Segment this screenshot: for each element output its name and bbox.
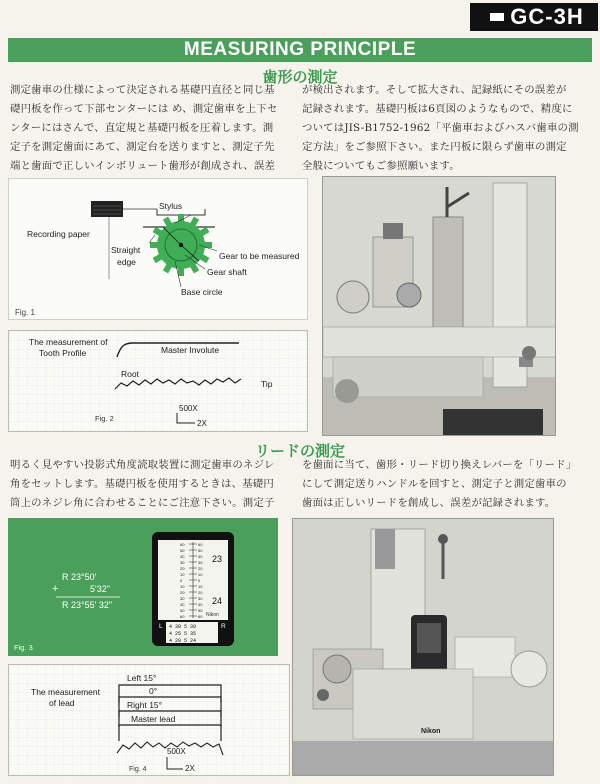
scale-label-right: 60 [198, 542, 203, 547]
fig1-label: Fig. 1 [15, 308, 36, 317]
scale-label-left: 10 [180, 584, 185, 589]
fig1-svg [9, 179, 309, 321]
machine-photo-lead [292, 518, 554, 776]
scale-label-left: 20 [180, 590, 185, 595]
scale-label-right: 60 [198, 614, 203, 619]
machine-photo-1-svg [323, 177, 556, 436]
profile-text-left [10, 81, 295, 176]
label-base-circle: Base circle [181, 287, 223, 297]
reading-23: 23 [212, 554, 223, 564]
text-line: 明るく見やすい投影式角度読取装置に測定歯車のネジレ [10, 459, 275, 471]
scale-label-left: 40 [180, 602, 185, 607]
text-line: 角をセットします。基礎円板を使用するときは、基礎円 [10, 478, 274, 490]
fig3-label: Fig. 3 [14, 643, 33, 652]
scale-label-right: 50 [198, 608, 203, 613]
text-line: にして測定送りハンドルを回すと、測定子と測定歯車の [302, 478, 567, 490]
lead-text-left [10, 456, 295, 513]
label-right-15: Right 15° [127, 700, 163, 710]
machine-photo-profile [322, 176, 556, 436]
scale-label-right: 30 [198, 596, 203, 601]
text-line: 定子を測定歯面にあて、測定台を送りますと、測定子先 [10, 141, 275, 153]
scale-label-left: 30 [180, 596, 185, 601]
fig4-chart [8, 664, 290, 776]
scale-label-left: 60 [180, 614, 185, 619]
label-left-15: Left 15° [127, 673, 157, 683]
label-master-involute: Master Involute [161, 345, 220, 355]
text-line: 筒上のネジレ角に合わせることにご注意下さい。測定子 [10, 497, 275, 509]
reader-row-2: 4 25 5 35 [169, 631, 197, 637]
text-line: ついてはJIS-B1752-1962「平歯車およびハスバ歯車の測 [302, 122, 579, 134]
text-line: 歯面は正しいリードを創成し、誤差が記録されます。 [302, 497, 556, 509]
section-heading-profile: 歯形の測定 [262, 68, 338, 86]
page-title: MEASURING PRINCIPLE [8, 38, 592, 62]
reading-24: 24 [212, 596, 223, 606]
scale-label-left: 50 [180, 548, 185, 553]
recording-paper-block [91, 201, 123, 217]
machine-photo-2-svg [293, 519, 554, 776]
scale-label-right: 10 [198, 584, 203, 589]
gear-icon [150, 214, 212, 276]
fig3-svg [8, 518, 278, 656]
scale-label-left: 60 [180, 542, 185, 547]
angle-1: R 23°50' [62, 572, 97, 582]
lead-text-right [302, 456, 594, 513]
scale-label-right: 10 [198, 572, 203, 577]
text-line: を歯面に当て、歯形・リード切り換えレバーを「リード」 [302, 459, 577, 471]
text-line: 端と歯面で正しいインボリュート歯形が創成され、誤差 [10, 160, 276, 172]
scale-label-left: 50 [180, 608, 185, 613]
scale-label-left: 10 [180, 572, 185, 577]
reader-row-1: 4 30 5 30 [169, 624, 197, 630]
text-line: 測定歯車の仕様によって決定される基礎円直径と同じ基 [10, 84, 275, 96]
label-stylus: Stylus [159, 201, 183, 211]
scale-label-right: 20 [198, 590, 203, 595]
scale-label-right: 30 [198, 560, 203, 565]
label-zero-deg: 0° [149, 686, 158, 696]
label-edge: edge [117, 257, 136, 267]
reader-brand: Nikon [206, 612, 219, 618]
scale-label-right: 20 [198, 566, 203, 571]
text-line: 定方法」をご参照下さい。また円板に限らず歯車の測定 [302, 141, 567, 153]
text-line: ンターにはさんで、直定規と基礎円板を圧着します。測 [10, 122, 274, 134]
label-gear-measured: Gear to be measured [219, 251, 300, 261]
reader-row-3: 4 20 5 24 [169, 638, 197, 644]
label-500x: 500X [179, 404, 198, 413]
label-straight: Straight [111, 245, 141, 255]
scale-label-right: 40 [198, 554, 203, 559]
plus-sign: + [52, 583, 59, 595]
model-code: GC-3H [510, 4, 584, 29]
fig2-title-line1: The measurement of [29, 337, 108, 347]
fig2-title-line2: Tooth Profile [39, 348, 87, 358]
section-heading-lead: リードの測定 [254, 442, 345, 460]
text-line: が検出されます。そして拡大され、記録紙にその誤差が [302, 84, 567, 96]
text-line: 全般についてもご参照願います。 [302, 160, 460, 172]
fig1-diagram [8, 178, 308, 320]
label-root: Root [121, 369, 139, 379]
scale-label-right: 50 [198, 548, 203, 553]
label-master-lead: Master lead [131, 714, 176, 724]
letter-l: L [159, 623, 163, 630]
fig2-label: Fig. 2 [95, 414, 114, 423]
scale-label-left: 0 [180, 578, 183, 583]
scale-label-right: 40 [198, 602, 203, 607]
text-line: 記録されます。基礎円板は6頁図のようなもので、精度に [302, 103, 573, 115]
scale-label-left: 20 [180, 566, 185, 571]
label-2x: 2X [197, 419, 207, 428]
label-500x-lead: 500X [167, 747, 186, 756]
machine-brand: Nikon [421, 728, 441, 735]
label-tip: Tip [261, 379, 273, 389]
fig4-title-line1: The measurement [31, 687, 100, 697]
fig4-label: Fig. 4 [129, 766, 147, 773]
label-2x-lead: 2X [185, 764, 195, 773]
scale-label-right: 0 [198, 578, 201, 583]
model-code-badge [470, 3, 598, 31]
fig2-chart [8, 330, 308, 432]
scale-label-left: 30 [180, 560, 185, 565]
letter-r: R [221, 623, 226, 630]
badge-bar-left [490, 13, 504, 21]
text-line: 礎円板を作って下部センターには め、測定歯車を上下セ [10, 103, 278, 115]
angle-sum: R 23°55' 32" [62, 600, 113, 610]
fig2-svg [9, 331, 309, 433]
angle-2: 5'32" [90, 584, 110, 594]
fig3-panel [8, 518, 278, 656]
scale-label-left: 40 [180, 554, 185, 559]
label-recording-paper: Recording paper [27, 229, 90, 239]
profile-text-right [302, 81, 594, 176]
fig4-title-line2: of lead [49, 698, 75, 708]
fig4-svg [9, 665, 291, 777]
label-gear-shaft: Gear shaft [207, 267, 247, 277]
